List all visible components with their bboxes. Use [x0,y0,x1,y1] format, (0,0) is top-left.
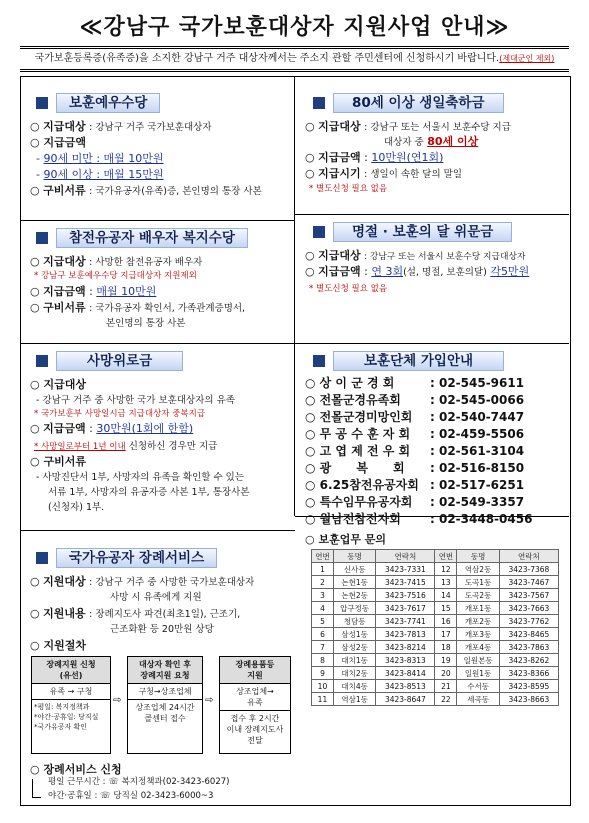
divider [295,214,569,215]
org-phone: : 02-545-9611 [430,376,525,390]
org-bullet: ○ [305,444,320,458]
amount-item-2: - 90세 이상 : 매월 15만원 [36,168,164,181]
section-title: 사망위로금 [56,351,183,371]
table-cell: 대치1동 [333,654,375,667]
table-cell: 22 [435,693,457,706]
table-header-cell: 동명 [457,550,499,563]
table-cell: 3423-8262 [499,654,558,667]
table-cell: 6 [312,628,334,641]
table-cell: 2 [312,576,334,589]
table-cell: 3423-7813 [376,628,435,641]
table-row [312,589,559,602]
table-cell: 대치4동 [333,680,375,693]
amount-item-1: - 90세 미만 : 매월 10만원 [36,152,164,165]
org-item [305,392,560,409]
table-cell: 10 [312,680,334,693]
section-title: 명절 · 보훈의 달 위문금 [333,222,512,242]
org-bullet: ○ [305,512,320,526]
org-bullet: ○ [305,427,320,441]
table-cell: 3423-8663 [499,693,558,706]
page-title: ≪강남구 국가보훈대상자 지원사업 안내≫ [79,15,510,40]
table-row [312,576,559,589]
table-cell: 13 [435,576,457,589]
table-cell: 3423-8366 [499,667,558,680]
flow-step-3 [219,656,291,754]
org-phone: : 02-545-0066 [430,393,525,407]
notice-note: (제대군인 제외) [499,54,555,63]
flow-step-note: 접수 후 2시간 이내 장례지도사 전달 [226,714,284,745]
table-row [312,563,559,576]
org-bullet: ○ [305,376,320,390]
table-cell: 3423-8513 [376,680,435,693]
table-cell: 11 [312,693,334,706]
table-cell: 세곡동 [457,693,499,706]
table-row [312,654,559,667]
arrow-right-icon: ⇨ [205,695,214,706]
time-line: ○ 지급시기 : 생일이 속한 달의 말일 [305,167,462,180]
org-phone: : 02-549-3357 [430,495,525,509]
table-cell: 삼성2동 [333,641,375,654]
table-cell: 3423-8414 [376,667,435,680]
org-name: 월남전참전자회 [319,512,401,526]
table-cell: 일원1동 [457,667,499,680]
square-bullet-icon [36,232,48,244]
table-cell: 개포4동 [457,641,499,654]
table-cell: 도곡2동 [457,589,499,602]
content-line: ○ 지원내용 : 장례지도사 파견(최초1일), 근조기, [30,607,241,620]
org-bullet: ○ [305,461,320,475]
notice-text: 국가보훈등록증(유족증)을 소지한 강남구 거주 대상자께서는 주소지 관할 주민센터에 신청하시기 바랍니다. [34,53,500,64]
apply-label: ○ 장례서비스 신청 [30,763,122,776]
table-cell: 논현2동 [333,589,375,602]
table-header-cell: 연락처 [499,550,558,563]
org-item [305,477,560,494]
table-header-cell: 연번 [435,550,457,563]
flow-step-body: 구청→상조업체 [128,684,202,700]
amount-line: ○ 지급금액 : 매월 10만원 [30,285,157,298]
table-cell: 3423-8595 [499,680,558,693]
amount-label: ○ 지급금액 [30,136,86,149]
table-row [312,602,559,615]
table-cell: 15 [435,602,457,615]
table-cell: 3423-7467 [499,576,558,589]
table-cell: 논현1동 [333,576,375,589]
table-cell: 18 [435,641,457,654]
table-cell: 역삼2동 [457,563,499,576]
table-header-cell: 연번 [312,550,334,563]
org-item [305,443,560,460]
org-item [305,426,560,443]
table-cell: 7 [312,641,334,654]
table-cell: 수서동 [457,680,499,693]
org-item [305,460,560,477]
table-cell: 개포3동 [457,628,499,641]
section-spouse-welfare-header [36,228,248,248]
section-title: 국가유공자 장례서비스 [56,548,217,568]
table-cell: 역삼1동 [333,693,375,706]
apply-line-2: 야간·공휴일 : ☏ 당직실 02-3423-6000~3 [48,791,214,801]
target-line: ○ 지급대상 : 강남구 또는 서울시 보훈수당 지급 [305,120,511,133]
section-orgs-header [313,351,504,371]
flow-step-1 [31,656,111,754]
org-bullet: ○ [305,410,320,424]
target-line: ○ 지급대상 : 강남구 또는 서울시 보훈수당 지급대상자 [305,249,526,262]
table-cell: 도곡1동 [457,576,499,589]
table-cell: 17 [435,628,457,641]
table-cell: 3423-8647 [376,693,435,706]
arrow-right-icon: ⇨ [113,695,122,706]
section-title: 참전유공자 배우자 복지수당 [56,228,248,248]
square-bullet-icon [313,355,325,367]
org-phone: : 02-517-6251 [430,478,525,492]
table-cell: 3423-8214 [376,641,435,654]
table-cell: 14 [435,589,457,602]
table-cell: 청담동 [333,615,375,628]
table-cell: 3423-8465 [499,628,558,641]
org-bullet: ○ [305,478,320,492]
table-row [312,641,559,654]
table-cell: 3423-7368 [499,563,558,576]
org-phone: : 02-516-8150 [430,461,525,475]
table-cell: 4 [312,602,334,615]
target-line-2: 사망 시 유족에게 지원 [110,592,202,603]
table-cell: 19 [435,654,457,667]
note-text: * 강남구 보훈예우수당 지급대상자 지원제외 [34,271,197,281]
square-bullet-icon [313,226,325,238]
table-cell: 3423-7331 [376,563,435,576]
docs-line-2: 서류 1부, 사망자의 유공자증 사본 1부, 통장사본 [48,487,250,498]
docs-line-1: - 사망진단서 1부, 사망자의 유족을 확인할 수 있는 [36,472,244,483]
table-cell: 개포2동 [457,615,499,628]
docs-line: ○ 구비서류 : 국가유공자(유족)증, 본인명의 통장 사본 [30,184,262,197]
section-holiday-header [313,222,512,242]
procedure-label: ○ 지원절차 [30,639,86,652]
table-row [312,667,559,680]
table-row [312,680,559,693]
contacts-title: ○ 보훈업무 문의 [305,533,387,546]
section-birthday-header [313,93,504,113]
table-cell: 5 [312,615,334,628]
org-name: 광 복 회 [319,461,405,475]
table-cell: 삼성1동 [333,628,375,641]
org-item [305,494,560,511]
table-row [312,628,559,641]
org-name: 전몰군경유족회 [319,393,401,407]
table-cell: 3423-7617 [376,602,435,615]
docs-line-3: (신청자) 1부. [48,502,105,513]
divider [295,343,569,344]
table-row [312,693,559,706]
note-text-2: * 사망일로부터 1년 이내 신청하신 경우만 지급 [34,441,218,452]
table-cell: 개포1동 [457,602,499,615]
org-phone: : 02-3448-0456 [430,512,533,526]
org-name: 전몰군경미망인회 [319,410,413,424]
amount-line: ○ 지급금액 : 연 3회(설, 명절, 보훈의달) 각5만원 [305,265,530,278]
docs-line: ○ 구비서류 : 국가유공자 확인서, 가족관계증명서, [30,301,246,314]
org-name: 6.25참전유공자회 [319,478,419,492]
org-item [305,409,560,426]
org-phone: : 02-561-3104 [430,444,525,458]
table-cell: 3423-7663 [499,602,558,615]
target-desc: - 강남구 거주 중 사망한 국가 보훈대상자의 유족 [36,395,235,406]
flow-step-head: 장례지원 신청 (유선) [32,657,110,684]
square-bullet-icon [313,97,325,109]
target-label: ○ 지급대상 [30,378,86,391]
note-text: * 별도신청 필요 없음 [309,284,388,294]
table-cell: 신사동 [333,563,375,576]
apply-line-1: 평일 근무시간 : ☏ 복지정책과(02-3423-6027) [48,777,230,787]
flow-step-2 [127,656,203,754]
table-cell: 3423-7415 [376,576,435,589]
divider [20,343,295,344]
note-text: * 별도신청 필요 없음 [309,184,388,194]
section-title: 보훈예우수당 [56,93,160,113]
org-name: 특수임무유공자회 [319,495,413,509]
flow-step-note: *평일: 복지정책과 *야간·공휴일: 당직실 *국가유공자 확인 [34,703,99,731]
table-cell: 3423-7762 [499,615,558,628]
table-cell: 대치2동 [333,667,375,680]
contacts-table [311,549,559,706]
table-cell: 8 [312,654,334,667]
table-cell: 3423-7567 [499,589,558,602]
content-line-2: 근조화환 등 20만원 상당 [110,624,214,635]
table-cell: 3423-7516 [376,589,435,602]
flow-step-note: 상조업체 24시간 콜센터 접수 [135,703,195,723]
note-text: * 국가보훈부 사망일시금 지급대상자 중복지급 [34,409,206,419]
table-row [312,615,559,628]
org-bullet: ○ [305,393,320,407]
org-name: 고 엽 제 전 우 회 [319,444,411,458]
divider [20,530,295,531]
table-header-cell: 동명 [333,550,375,563]
table-cell: 20 [435,667,457,680]
section-title: 보훈단체 가입안내 [333,351,504,371]
square-bullet-icon [36,552,48,564]
table-header-cell: 연락처 [376,550,435,563]
section-title: 80세 이상 생일축하금 [333,93,504,113]
org-name: 상 이 군 경 회 [319,376,395,390]
amount-line: ○ 지급금액 : 30만원(1회에 한함) [30,422,194,435]
org-name: 무 공 수 훈 자 회 [319,427,411,441]
table-cell: 3 [312,589,334,602]
target-line: ○ 지급대상 : 강남구 거주 국가보훈대상자 [30,120,212,133]
org-phone: : 02-459-5506 [430,427,525,441]
target-line-2: 대상자 중 80세 이상 [384,135,479,148]
target-line: ○ 지원대상 : 강남구 거주 중 사망한 국가보훈대상자 [30,575,255,588]
divider [20,220,295,221]
table-cell: 일원본동 [457,654,499,667]
flow-step-head: 대상자 확인 후 장례지원 요청 [128,657,202,684]
target-line: ○ 지급대상 : 사망한 참전유공자 배우자 [30,255,203,268]
table-cell: 압구정동 [333,602,375,615]
org-phone: : 02-540-7447 [430,410,525,424]
table-cell: 9 [312,667,334,680]
org-item [305,375,560,392]
table-header-row [312,550,559,563]
table-cell: 21 [435,680,457,693]
column-divider [294,76,295,516]
org-bullet: ○ [305,495,320,509]
table-cell: 16 [435,615,457,628]
section-funeral-header [36,548,217,568]
table-cell: 1 [312,563,334,576]
flow-step-head: 장례용품등 지원 [220,657,290,684]
org-item [305,511,560,528]
docs-line-2: 본인명의 통장 사본 [106,318,186,329]
notice-banner [20,46,569,72]
square-bullet-icon [36,97,48,109]
section-condolence-header [36,351,183,371]
table-cell: 3423-7741 [376,615,435,628]
bracket-line [32,779,41,798]
table-cell: 3423-8313 [376,654,435,667]
flow-step-body: 유족 → 구청 [32,684,110,700]
table-cell: 3423-7863 [499,641,558,654]
flow-step-body: 상조업체→ 유족 [220,684,290,711]
docs-label: ○ 구비서류 [30,455,86,468]
section-patriot-allowance-header [36,93,160,113]
amount-line: ○ 지급금액 : 10만원(연1회) [305,151,444,164]
square-bullet-icon [36,355,48,367]
table-cell: 12 [435,563,457,576]
